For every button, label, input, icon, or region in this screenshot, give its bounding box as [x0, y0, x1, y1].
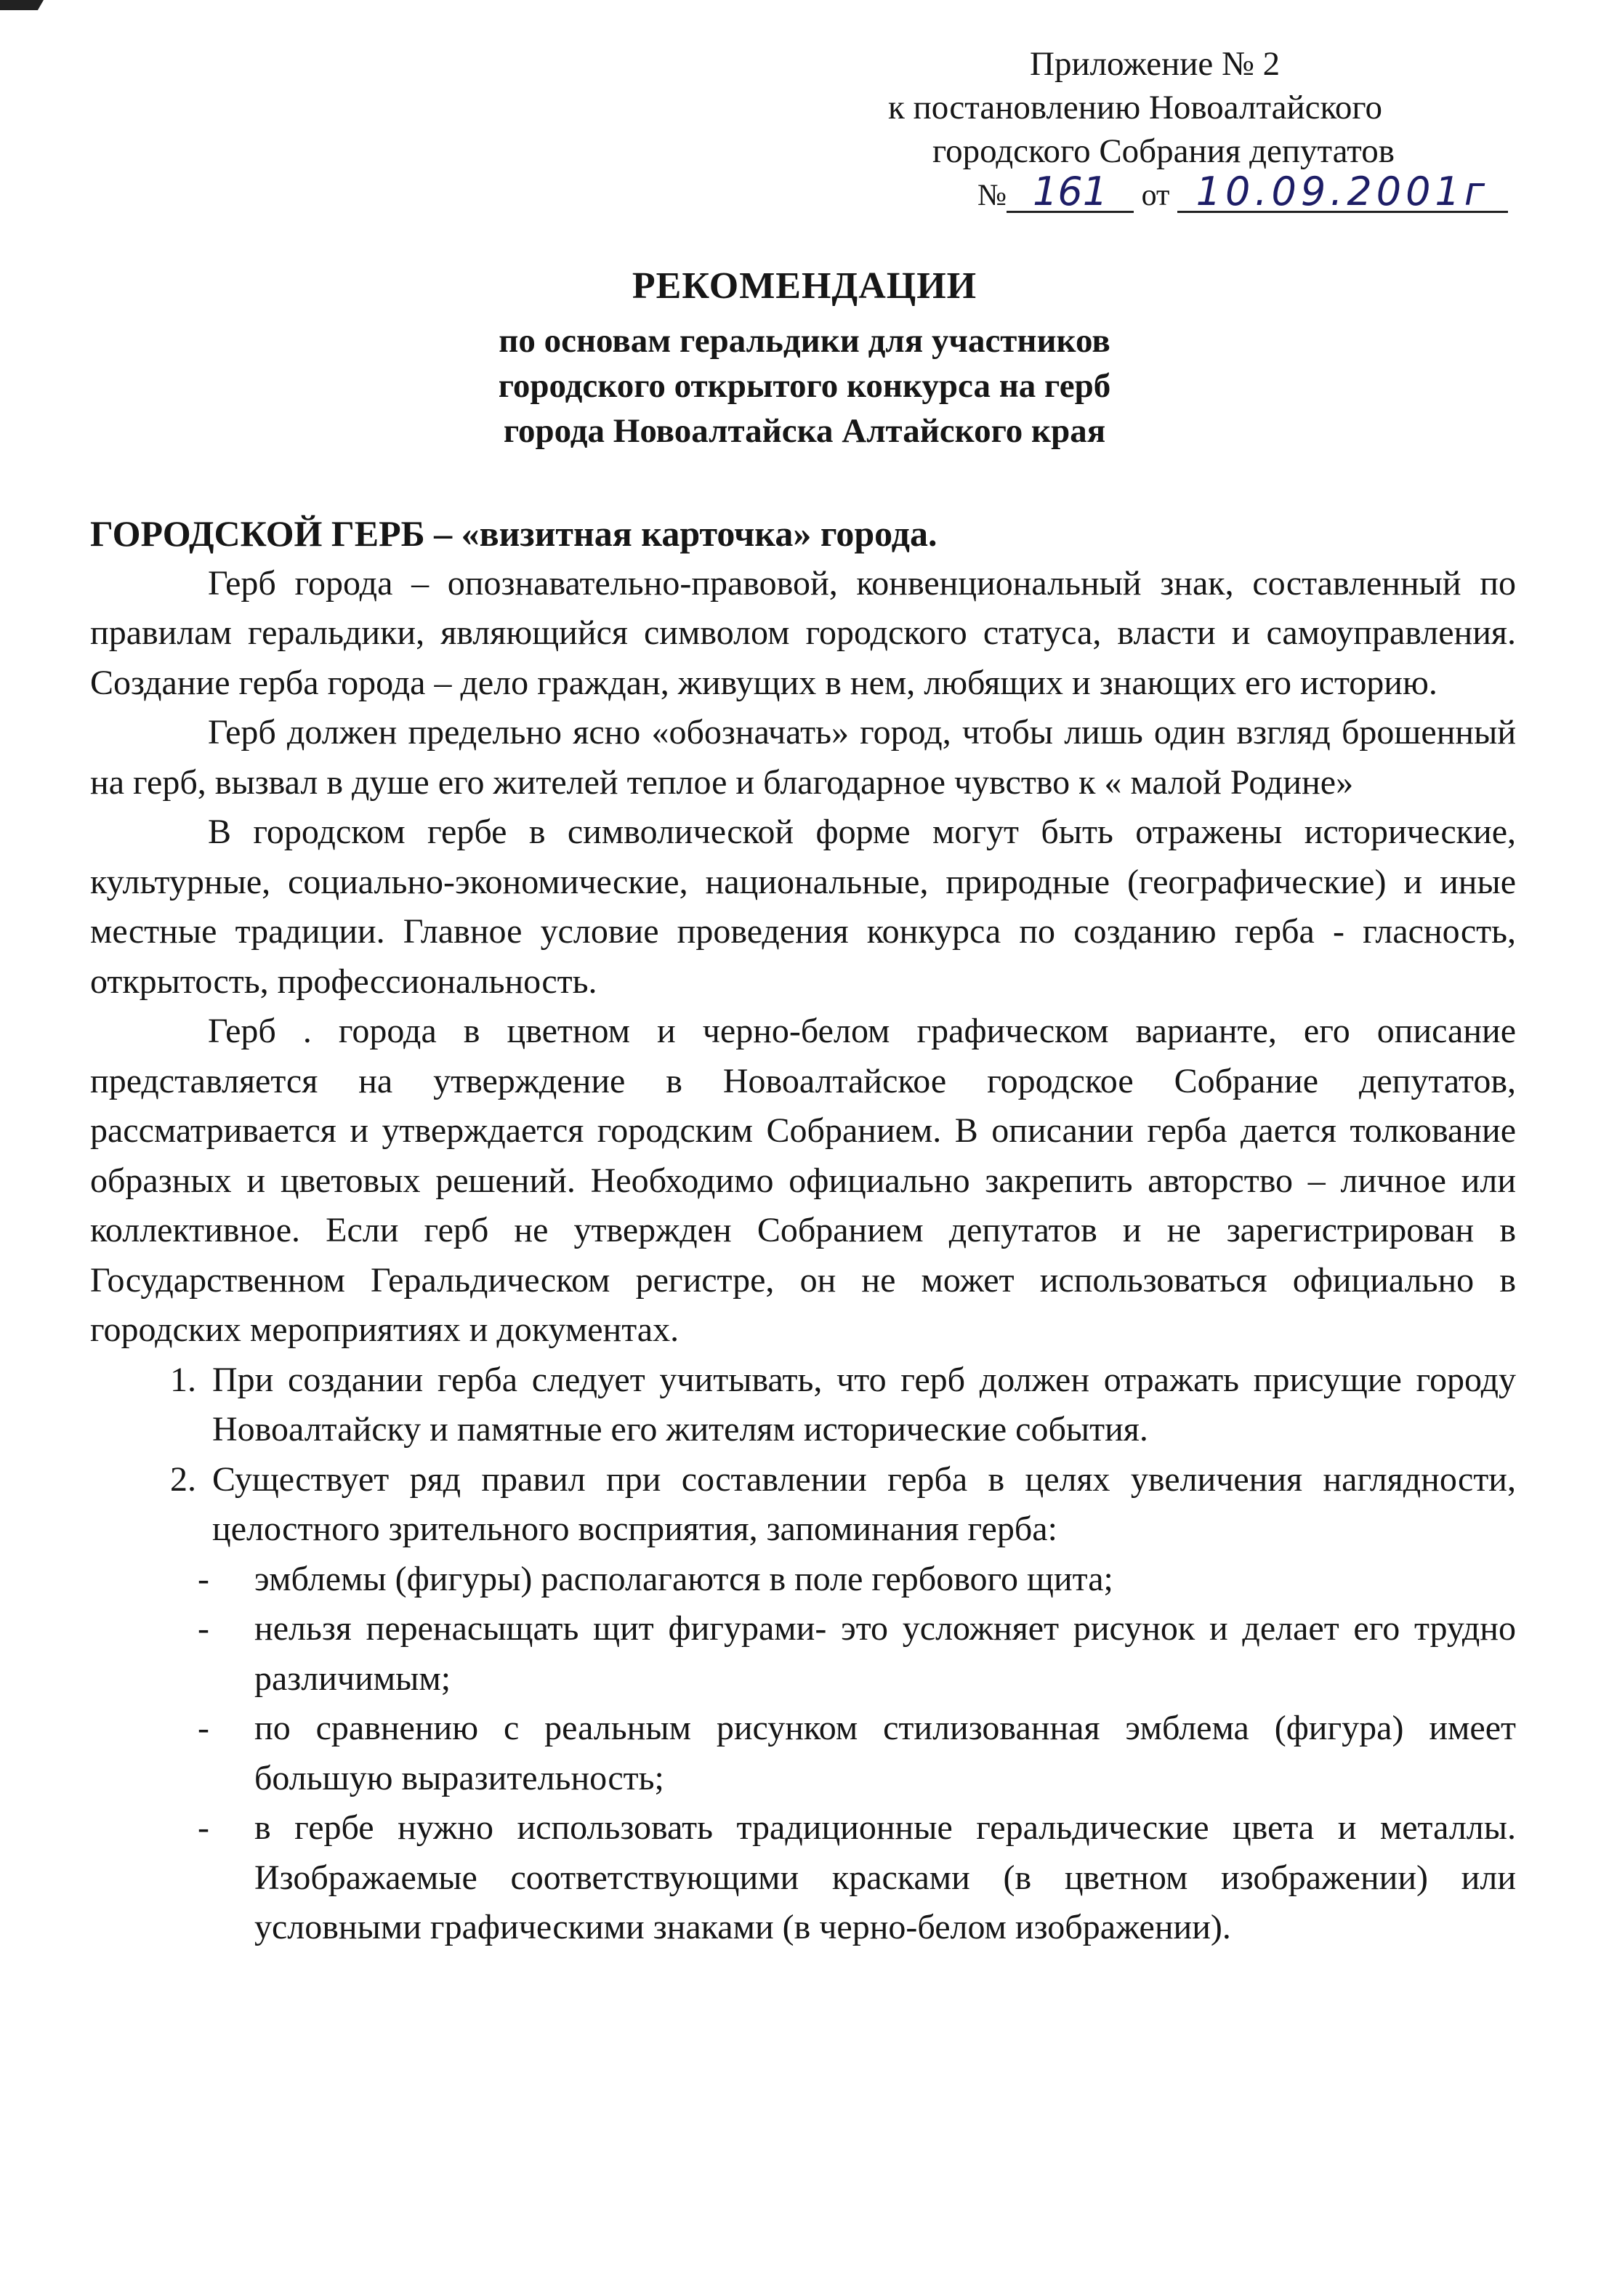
- handwritten-date: 10.09.2001г: [1177, 173, 1508, 213]
- resolution-number-line: [858, 169, 1512, 217]
- paragraph-purpose: Герб должен предельно ясно «обозначать» город, чтобы лишь один взгляд брошенный на герб, вызвал в душе его жителей теплое и благодарное чувство к « малой Родине»: [90, 713, 1516, 802]
- number-label: №: [977, 179, 1007, 212]
- paragraph-approval: Герб . города в цветном и черно-белом графическом варианте, его описание представляется на утверждение в Новоалтайское городское Собрание депутатов, рассматривается и утверждается городским Собранием. В описании герба дается толкование образных и цветовых решений. Необходимо официально закрепить авторство – личное или коллективное. Если герб не утвержден Собранием депутатов и не зарегистрирован в Государственном Геральдическом регистре, он не может использоваться официально в городских мероприятиях и документах.: [90, 1012, 1516, 1349]
- dash-marker: -: [198, 1808, 209, 1847]
- subtitle-line-3: города Новоалтайска Алтайского края: [503, 412, 1106, 450]
- dash-item: [90, 1604, 1516, 1704]
- appendix-number: Приложение № 2: [1030, 45, 1281, 83]
- dash-text: в гербе нужно использовать традиционные геральдические цвета и металлы. Изображаемые соответствующими красками (в цветном изображении) или условными графическими знаками (в черно-белом изображении).: [254, 1808, 1516, 1946]
- item-text: Существует ряд правил при составлении герба в целях увеличения наглядности, целостного зрительного восприятия, запоминания герба:: [212, 1459, 1516, 1548]
- document-subtitle: [0, 318, 1609, 454]
- dash-item: [90, 1803, 1516, 1953]
- section-lead: ГОРОДСКОЙ ГЕРБ – «визитная карточка» города.: [90, 513, 937, 554]
- scan-corner-mark: [0, 0, 44, 10]
- handwritten-number: 161: [1007, 173, 1134, 213]
- dash-text: эмблемы (фигуры) располагаются в поле гербового щита;: [254, 1559, 1113, 1598]
- numbered-item: [90, 1455, 1516, 1555]
- appendix-header: [858, 42, 1512, 217]
- dash-item: [90, 1704, 1516, 1803]
- item-number: 2.: [170, 1459, 196, 1499]
- dash-marker: -: [198, 1559, 209, 1598]
- dash-text: нельзя перенасыщать щит фигурами- это усложняет рисунок и делает его трудно различимым;: [254, 1609, 1516, 1698]
- item-number: 1.: [170, 1360, 196, 1399]
- document-title: РЕКОМЕНДАЦИИ: [632, 265, 977, 307]
- dash-item: [90, 1555, 1516, 1605]
- dash-marker: -: [198, 1709, 209, 1747]
- paragraph-traditions: В городском гербе в символической форме могут быть отражены исторические, культурные, социально-экономические, национальные, природные (географические) и иные местные традиции. Главное условие проведения конкурса по созданию герба - гласность, открытость, профессиональность.: [90, 813, 1516, 1001]
- document-body: [90, 509, 1516, 1953]
- date-label: от: [1141, 179, 1170, 212]
- resolution-reference: к постановлению Новоалтайского: [888, 89, 1383, 126]
- paragraph-definition: Герб города – опознавательно-правовой, конвенциональный знак, составленный по правилам геральдики, являющийся символом городского статуса, власти и самоуправления. Создание герба города – дело граждан, живущих в нем, любящих и знающих его историю.: [90, 563, 1516, 702]
- dash-text: по сравнению с реальным рисунком стилизованная эмблема (фигура) имеет большую выразительность;: [254, 1709, 1516, 1797]
- dash-marker: -: [198, 1609, 209, 1648]
- numbered-item: [90, 1356, 1516, 1455]
- assembly-name: городского Собрания депутатов: [932, 132, 1395, 170]
- item-text: При создании герба следует учитывать, что герб должен отражать присущие городу Новоалтайску и памятные его жителям исторические события.: [212, 1360, 1516, 1449]
- subtitle-line-2: городского открытого конкурса на герб: [498, 367, 1111, 405]
- subtitle-line-1: по основам геральдики для участников: [499, 322, 1110, 360]
